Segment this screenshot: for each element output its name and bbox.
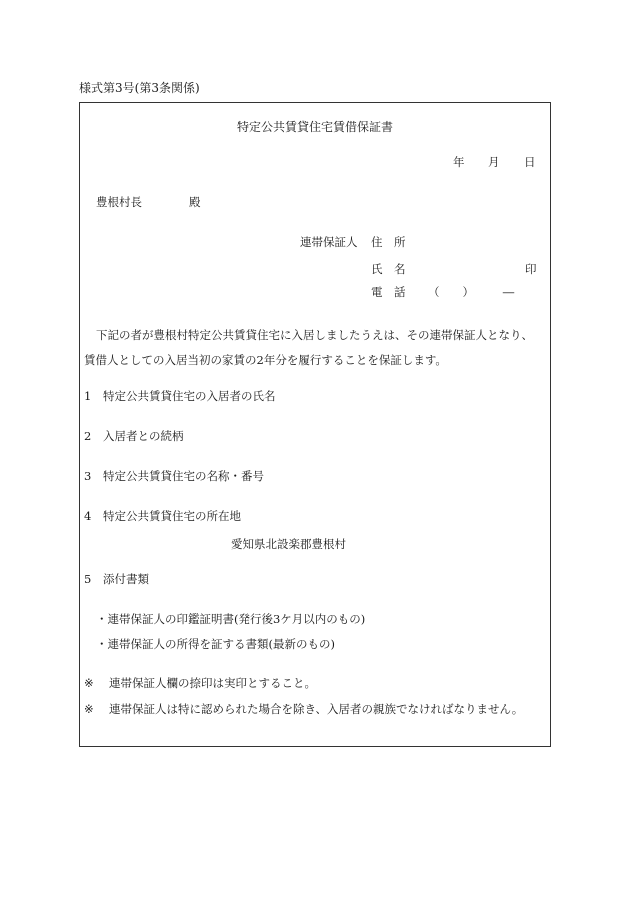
note-mark: ※ xyxy=(84,702,94,716)
date-year-label: 年 xyxy=(453,155,465,169)
note-mark: ※ xyxy=(84,676,94,690)
form-number: 様式第3号(第3条関係) xyxy=(79,81,200,95)
item-1-number: 1 xyxy=(84,389,92,403)
item-5-label: 添付書類 xyxy=(103,572,149,586)
note-text: 連帯保証人は特に認められた場合を除き、入居者の親族でなければなりません。 xyxy=(109,702,524,716)
attachment-item: ・連帯保証人の印鑑証明書(発行後3ケ月以内のもの) xyxy=(96,612,366,626)
date-day-label: 日 xyxy=(524,155,536,169)
item-4-label: 特定公共賃貸住宅の所在地 xyxy=(103,509,241,523)
addressee-honorific: 殿 xyxy=(189,195,201,209)
note-text: 連帯保証人欄の捺印は実印とすること。 xyxy=(109,676,316,690)
attachment-item: ・連帯保証人の所得を証する書類(最新のもの) xyxy=(96,637,335,651)
addressee-name: 豊根村長 xyxy=(96,195,142,209)
item-1-label: 特定公共賃貸住宅の入居者の氏名 xyxy=(103,389,276,403)
guarantor-phone-label: 電 話 xyxy=(371,285,406,299)
body-text-line1: 下記の者が豊根村特定公共賃貸住宅に入居しましたうえは、その連帯保証人となり、 xyxy=(96,328,533,342)
item-3-label: 特定公共賃貸住宅の名称・番号 xyxy=(103,469,264,483)
document-title: 特定公共賃貸住宅賃借保証書 xyxy=(236,120,393,134)
item-3-number: 3 xyxy=(84,469,92,483)
item-5-number: 5 xyxy=(84,572,92,586)
seal-mark: 印 xyxy=(525,262,537,276)
guarantor-role: 連帯保証人 xyxy=(300,235,358,249)
date-month-label: 月 xyxy=(488,155,500,169)
guarantor-name-label: 氏 名 xyxy=(371,262,406,276)
item-4-value: 愛知県北設楽郡豊根村 xyxy=(231,537,346,551)
guarantor-address-label: 住 所 xyxy=(371,235,406,249)
item-4-number: 4 xyxy=(84,509,92,523)
item-2-number: 2 xyxy=(84,429,92,443)
item-2-label: 入居者との続柄 xyxy=(103,429,184,443)
body-text-line2: 賃借人としての入居当初の家賃の2年分を履行することを保証します。 xyxy=(84,353,447,367)
guarantor-phone-format: （ ） ― xyxy=(428,285,515,299)
